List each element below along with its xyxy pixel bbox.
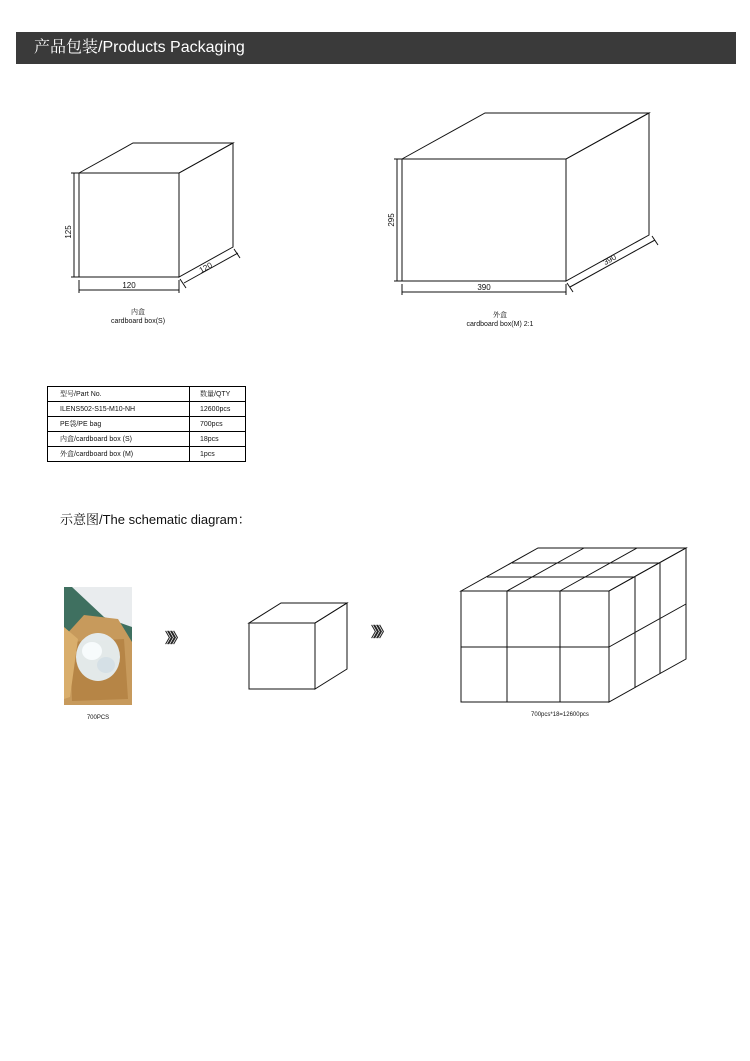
- part-no-cell: PE袋/PE bag: [48, 417, 190, 432]
- total-caption: 700pcs*18=12600pcs: [531, 712, 589, 718]
- inner-width-label: 120: [122, 281, 136, 290]
- part-no-cell: ILENS502-S15-M10-NH: [48, 402, 190, 417]
- inner-depth-label: 120: [197, 260, 214, 275]
- header-part-no: 型号/Part No.: [48, 387, 190, 402]
- part-no-cell: 外盒/cardboard box (M): [48, 447, 190, 462]
- qty-cell: 700pcs: [190, 417, 246, 432]
- schematic-title: 示意图/The schematic diagram：: [60, 512, 251, 527]
- outer-depth-label: 390: [601, 252, 618, 267]
- outer-box-label-en: cardboard box(M) 2:1: [466, 321, 534, 328]
- header-qty: 数量/QTY: [190, 387, 246, 402]
- qty-cell: 12600pcs: [190, 402, 246, 417]
- section-title: 产品包装/Products Packaging: [34, 39, 245, 56]
- inner-box-label-cn: 内盒: [131, 309, 145, 316]
- outer-width-label: 390: [477, 283, 491, 292]
- qty-cell: 18pcs: [190, 432, 246, 447]
- chevron-arrows-icon: 》》》: [371, 624, 387, 640]
- inner-height-label: 125: [64, 225, 73, 239]
- outer-height-label: 295: [387, 213, 396, 227]
- photo-caption: 700PCS: [86, 715, 110, 721]
- part-no-cell: 内盒/cardboard box (S): [48, 432, 190, 447]
- chevron-arrows-icon: 》》》: [165, 630, 181, 646]
- qty-cell: 1pcs: [190, 447, 246, 462]
- outer-box-label-cn: 外盒: [493, 312, 507, 319]
- inner-box-label-en: cardboard box(S): [110, 318, 166, 325]
